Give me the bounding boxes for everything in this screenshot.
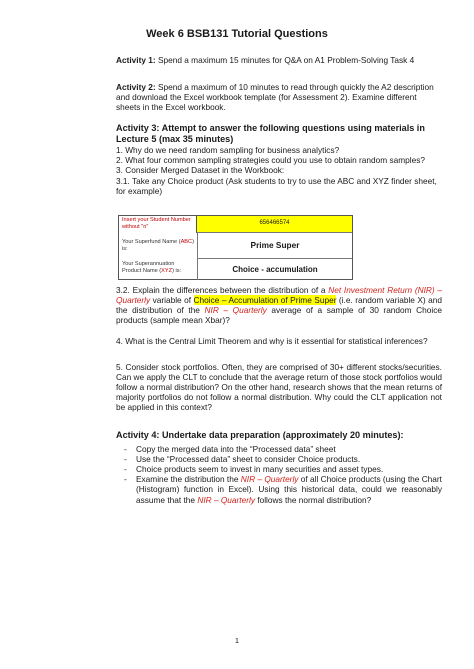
product-value: Choice - accumulation: [197, 259, 352, 280]
activity-3-heading: Activity 3: Attempt to answer the following questions using materials in Lecture 5 (max 35 minutes): [116, 123, 425, 145]
highlighted-product: Choice – Accumulation of Prime Super: [193, 295, 337, 306]
question-3-1: 3.1. Take any Choice product (Ask students to try to use the ABC and XYZ finder sheet, for example): [116, 175, 437, 196]
page-number: 1: [234, 636, 240, 645]
list-item: - Use the “Processed data” sheet to consider Choice products.: [124, 454, 361, 465]
activity-1-text: Spend a maximum 15 minutes for Q&A on A1 Problem-Solving Task 4: [155, 55, 415, 65]
activity-2: [116, 82, 442, 112]
question-2: 2. What four common sampling strategies could you use to obtain random samples?: [116, 155, 425, 166]
excel-finder-table: [118, 215, 353, 280]
student-number-label: Insert your Student Number without "n": [119, 216, 197, 233]
list-item: - Choice products seem to invest in many securities and asset types.: [124, 464, 384, 475]
question-1: 1. Why do we need random sampling for business analytics?: [116, 145, 340, 156]
activity-2-text: Spend a maximum of 10 minutes to read through quickly the A2 description and download the Excel workbook template (for Assessment 2). Examine different sheets in the Excel workbook.: [116, 82, 434, 113]
nir-quarterly-term: Net Investment Return (NIR) – Quarterly: [116, 285, 443, 306]
product-label: Your Superannuation Product Name (XYZ) is:: [122, 261, 182, 274]
question-3-2: 3.2. Explain the differences between the distribution of a Net Investment Return (NIR) – Quarterly variable of Choice – Accumulation of Prime Super (i.e. random variable X) and the distribution of the NIR – Quarterly average of a sample of 30 random Choice products (sample mean Xbar)?: [116, 285, 443, 326]
activity-4-heading: Activity 4: Undertake data preparation (approximately 20 minutes):: [116, 430, 404, 440]
question-4: 4. What is the Central Limit Theorem and why is it essential for statistical inferences?: [116, 336, 428, 346]
superfund-row: [119, 233, 352, 259]
student-number-row: [119, 216, 352, 233]
list-item: - Copy the merged data into the “Processed data” sheet: [124, 444, 336, 454]
activity-2-label: Activity 2:: [116, 82, 156, 92]
activity-4-list: [124, 444, 442, 505]
page-title: Week 6 BSB131 Tutorial Questions: [146, 28, 328, 40]
activity-1: [116, 55, 442, 65]
activity-3: [116, 123, 442, 196]
superfund-value: Prime Super: [197, 233, 352, 259]
question-5: 5. Consider stock portfolios. Often, they are comprised of 30+ different stocks/securities. Can we apply the CLT to conclude that the average return of those stock portfolios would follow a normal distribution? On the other hand, research shows that the mean returns of majority portfolios do not follow a normal distribution. Why could the CLT application not be applied in this context?: [116, 362, 442, 413]
list-item: - Examine the distribution the NIR – Quarterly of all Choice products (using the Chart (Histogram) function in Excel). Using this historical data, could we reasonably assume that the NIR – Quarterly follows the normal distribution?: [124, 474, 442, 505]
superfund-label: Your Superfund Name (ABC) is:: [122, 239, 194, 252]
question-3: 3. Consider Merged Dataset in the Workbook:: [116, 165, 285, 176]
activity-1-label: Activity 1:: [116, 55, 156, 65]
product-row: [119, 259, 352, 280]
student-number-value: 656466574: [197, 216, 352, 233]
